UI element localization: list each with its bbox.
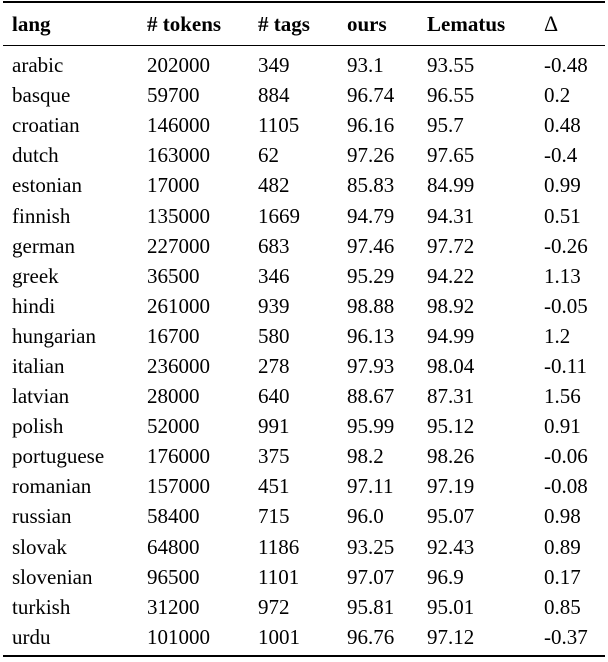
cell-ours: 95.81 (347, 594, 395, 619)
header-ours: ours (347, 12, 387, 36)
cell-lang: basque (12, 83, 71, 108)
cell-lang: urdu (12, 624, 51, 649)
cell-lematus: 98.26 (427, 444, 475, 469)
cell-tags: 346 (258, 263, 290, 288)
cell-lang: hungarian (12, 323, 96, 348)
cell-delta: 0.85 (544, 594, 581, 619)
cell-tokens: 17000 (147, 173, 200, 198)
cell-lang: portuguese (12, 444, 105, 469)
cell-tokens: 176000 (147, 444, 210, 469)
cell-tags: 375 (258, 444, 290, 469)
cell-tags: 62 (258, 143, 279, 168)
cell-lematus: 97.72 (427, 233, 475, 258)
cell-lematus: 97.19 (427, 474, 475, 499)
cell-delta: 0.91 (544, 414, 581, 439)
cell-tags: 451 (258, 474, 290, 499)
cell-ours: 97.93 (347, 353, 395, 378)
cell-tags: 580 (258, 323, 290, 348)
cell-ours: 97.26 (347, 143, 395, 168)
cell-ours: 97.07 (347, 564, 395, 589)
cell-lang: greek (12, 263, 59, 288)
cell-lang: croatian (12, 113, 80, 138)
cell-ours: 97.46 (347, 233, 395, 258)
cell-lang: turkish (12, 594, 71, 619)
cell-lang: romanian (12, 474, 92, 499)
cell-tokens: 146000 (147, 113, 210, 138)
cell-lematus: 96.55 (427, 83, 475, 108)
cell-lang: german (12, 233, 75, 258)
table-row (3, 80, 605, 110)
cell-ours: 96.74 (347, 83, 395, 108)
cell-lematus: 95.07 (427, 504, 475, 529)
cell-ours: 98.2 (347, 444, 384, 469)
table-row (3, 231, 605, 261)
cell-delta: 0.17 (544, 564, 581, 589)
cell-tokens: 31200 (147, 594, 200, 619)
cell-delta: 0.2 (544, 83, 571, 108)
table-row (3, 532, 605, 562)
table-row (3, 381, 605, 411)
cell-lematus: 87.31 (427, 384, 475, 409)
cell-tokens: 101000 (147, 624, 210, 649)
cell-lang: slovenian (12, 564, 93, 589)
cell-delta: -0.08 (544, 474, 588, 499)
cell-lematus: 94.22 (427, 263, 475, 288)
cell-ours: 85.83 (347, 173, 395, 198)
table-header-row (3, 3, 605, 45)
cell-delta: -0.48 (544, 53, 588, 78)
table-row (3, 471, 605, 501)
cell-lematus: 98.92 (427, 293, 475, 318)
table-row (3, 562, 605, 592)
cell-ours: 96.0 (347, 504, 384, 529)
cell-lematus: 94.31 (427, 203, 475, 228)
cell-ours: 93.1 (347, 53, 384, 78)
cell-delta: 0.99 (544, 173, 581, 198)
table-row (3, 351, 605, 381)
cell-lematus: 95.01 (427, 594, 475, 619)
cell-delta: 0.48 (544, 113, 581, 138)
cell-tokens: 135000 (147, 203, 210, 228)
cell-tokens: 157000 (147, 474, 210, 499)
cell-delta: 0.51 (544, 203, 581, 228)
cell-lematus: 98.04 (427, 353, 475, 378)
table-row (3, 200, 605, 230)
cell-lematus: 97.65 (427, 143, 475, 168)
cell-ours: 93.25 (347, 534, 395, 559)
header-lang: lang (12, 12, 51, 36)
cell-delta: -0.4 (544, 143, 578, 168)
cell-delta: 0.89 (544, 534, 581, 559)
cell-delta: -0.11 (544, 353, 587, 378)
table-body (3, 46, 605, 655)
table-row (3, 622, 605, 652)
cell-tokens: 36500 (147, 263, 200, 288)
cell-delta: -0.37 (544, 624, 588, 649)
header-delta: Δ (544, 11, 559, 36)
table-row (3, 441, 605, 471)
cell-tags: 278 (258, 353, 290, 378)
table-row (3, 50, 605, 80)
cell-tags: 715 (258, 504, 290, 529)
cell-lang: latvian (12, 384, 70, 409)
table-row (3, 261, 605, 291)
cell-ours: 94.79 (347, 203, 395, 228)
results-table (3, 1, 605, 657)
cell-tokens: 28000 (147, 384, 200, 409)
cell-tokens: 16700 (147, 323, 200, 348)
cell-tokens: 52000 (147, 414, 200, 439)
cell-tags: 939 (258, 293, 290, 318)
cell-ours: 98.88 (347, 293, 395, 318)
cell-tags: 1001 (258, 624, 300, 649)
cell-lematus: 92.43 (427, 534, 475, 559)
header-tokens: # tokens (147, 12, 222, 36)
cell-tokens: 236000 (147, 353, 210, 378)
cell-ours: 96.76 (347, 624, 395, 649)
cell-ours: 97.11 (347, 474, 394, 499)
header-lematus: Lematus (427, 12, 506, 36)
cell-lang: slovak (12, 534, 67, 559)
cell-tags: 884 (258, 83, 290, 108)
cell-lematus: 84.99 (427, 173, 475, 198)
cell-tokens: 261000 (147, 293, 210, 318)
cell-tokens: 227000 (147, 233, 210, 258)
table-row (3, 411, 605, 441)
cell-lang: dutch (12, 143, 59, 168)
cell-lematus: 95.7 (427, 113, 464, 138)
cell-tokens: 64800 (147, 534, 200, 559)
cell-delta: 1.56 (544, 384, 581, 409)
cell-tags: 683 (258, 233, 290, 258)
cell-delta: -0.05 (544, 293, 588, 318)
header-tags: # tags (258, 12, 310, 36)
cell-delta: 0.98 (544, 504, 581, 529)
cell-lang: arabic (12, 53, 64, 78)
cell-tags: 482 (258, 173, 290, 198)
cell-lang: italian (12, 353, 65, 378)
cell-lematus: 96.9 (427, 564, 464, 589)
cell-lang: hindi (12, 293, 56, 318)
table-row (3, 321, 605, 351)
cell-lematus: 97.12 (427, 624, 475, 649)
cell-lang: polish (12, 414, 64, 439)
cell-tokens: 163000 (147, 143, 210, 168)
cell-tags: 1105 (258, 113, 300, 138)
cell-lang: estonian (12, 173, 82, 198)
cell-tokens: 58400 (147, 504, 200, 529)
cell-ours: 96.13 (347, 323, 395, 348)
cell-tags: 1101 (258, 564, 300, 589)
cell-tags: 972 (258, 594, 290, 619)
cell-tokens: 59700 (147, 83, 200, 108)
cell-lematus: 94.99 (427, 323, 475, 348)
cell-lang: finnish (12, 203, 71, 228)
table-row (3, 501, 605, 531)
cell-ours: 95.29 (347, 263, 395, 288)
cell-ours: 88.67 (347, 384, 395, 409)
cell-delta: -0.06 (544, 444, 588, 469)
cell-tokens: 202000 (147, 53, 210, 78)
table-row (3, 110, 605, 140)
cell-lematus: 93.55 (427, 53, 475, 78)
cell-tags: 640 (258, 384, 290, 409)
cell-tags: 1186 (258, 534, 300, 559)
cell-ours: 95.99 (347, 414, 395, 439)
table-row (3, 170, 605, 200)
cell-tags: 1669 (258, 203, 300, 228)
cell-delta: 1.13 (544, 263, 581, 288)
cell-delta: 1.2 (544, 323, 571, 348)
cell-delta: -0.26 (544, 233, 588, 258)
cell-lematus: 95.12 (427, 414, 475, 439)
cell-lang: russian (12, 504, 72, 529)
table-bottom-rule (3, 655, 605, 657)
cell-tags: 349 (258, 53, 290, 78)
table-row (3, 291, 605, 321)
table-row (3, 140, 605, 170)
cell-tags: 991 (258, 414, 290, 439)
table-row (3, 592, 605, 622)
cell-ours: 96.16 (347, 113, 395, 138)
cell-tokens: 96500 (147, 564, 200, 589)
